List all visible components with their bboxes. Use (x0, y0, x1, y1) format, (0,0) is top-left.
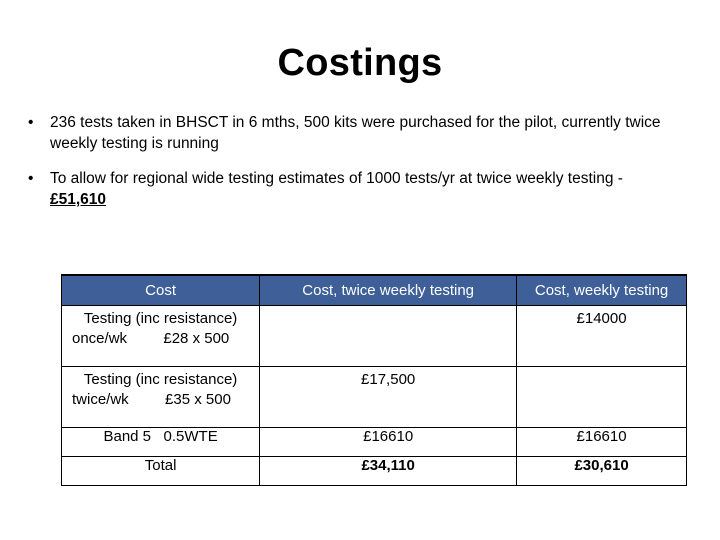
row-label-line1: Testing (inc resistance) (83, 310, 238, 327)
row-label: Total (62, 457, 260, 486)
bullet-dot-icon: • (28, 114, 34, 131)
row-label-line2 (68, 390, 253, 410)
bullet-dot-icon: • (28, 170, 34, 187)
row-label: Band 5 0.5WTE (62, 428, 260, 457)
cell-weekly: £30,610 (517, 457, 687, 486)
bullet-item (28, 112, 708, 154)
cell-twice-weekly: £16610 (260, 428, 517, 457)
row-label-line1: Testing (inc resistance) (83, 371, 238, 388)
cell-weekly: £14000 (517, 306, 687, 367)
cell-weekly (517, 367, 687, 428)
row-label-line2 (68, 329, 253, 349)
slide-title: Costings (277, 42, 443, 84)
bullet-list (28, 112, 708, 224)
row-frequency: twice/wk (72, 391, 129, 408)
bullet-text: To allow for regional wide testing estimates of 1000 tests/yr at twice weekly testing - (50, 170, 623, 187)
header-cost: Cost (62, 275, 260, 306)
row-label (62, 306, 260, 367)
row-unit-cost: £28 x 500 (163, 330, 230, 347)
bullet-item (28, 168, 708, 210)
cell-twice-weekly (260, 306, 517, 367)
bullet-text: 236 tests taken in BHSCT in 6 mths, 500 kits were purchased for the pilot, currently twice weekly testing is running (50, 114, 661, 152)
cell-twice-weekly: £17,500 (260, 367, 517, 428)
table-row-total (62, 457, 687, 486)
table-header-row (62, 275, 687, 306)
cell-weekly: £16610 (517, 428, 687, 457)
row-label (62, 367, 260, 428)
header-twice-weekly: Cost, twice weekly testing (260, 275, 517, 306)
cell-twice-weekly: £34,110 (260, 457, 517, 486)
table-row (62, 428, 687, 457)
table-row (62, 367, 687, 428)
row-unit-cost: £35 x 500 (165, 391, 231, 408)
row-frequency: once/wk (72, 330, 128, 347)
header-weekly: Cost, weekly testing (517, 275, 687, 306)
table-row (62, 306, 687, 367)
cost-table (61, 274, 687, 486)
estimate-amount: £51,610 (50, 191, 107, 208)
